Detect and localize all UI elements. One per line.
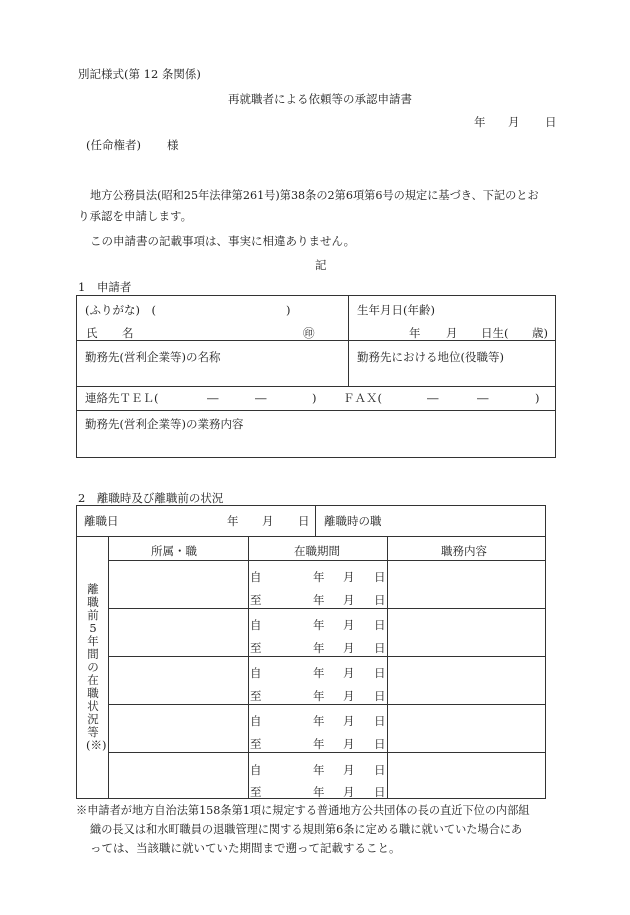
row-5-from: 自 xyxy=(250,763,262,777)
footnote-line-3: っては、当該職に就いていた期間まで遡って記載すること。 xyxy=(90,841,401,855)
row-1-to-month: 月 xyxy=(343,593,355,607)
row-divider-4 xyxy=(108,752,546,753)
row-2-to-month: 月 xyxy=(343,641,355,655)
footnote-line-1: ※申請者が地方自治法第158条第1項に規定する普通地方公共団体の長の直近下位の内部組 xyxy=(76,804,530,817)
period-col-left xyxy=(248,536,249,799)
retire-top-col-divider xyxy=(315,505,316,536)
seal-mark: ㊞ xyxy=(303,326,315,340)
row-5-to-month: 月 xyxy=(343,785,355,799)
row-5-to-day: 日 xyxy=(374,785,386,799)
retire-day: 日 xyxy=(298,514,310,528)
date-month: 月 xyxy=(508,115,520,129)
name-label-1: 氏 xyxy=(86,326,98,340)
furigana-label: (ふりがな) ( xyxy=(85,303,156,317)
row-1-to: 至 xyxy=(250,593,262,607)
header-row-divider xyxy=(108,560,546,561)
retire-row-divider xyxy=(76,536,546,537)
col-affiliation-header: 所属・職 xyxy=(151,544,197,558)
honorific: 様 xyxy=(167,138,179,152)
applicant-table xyxy=(76,295,556,458)
row-3-from-day: 日 xyxy=(374,666,386,680)
row-3-from: 自 xyxy=(250,666,262,680)
furigana-close: ) xyxy=(286,303,291,317)
section-1-heading: 1 申請者 xyxy=(78,280,132,294)
row-1-from-month: 月 xyxy=(343,570,355,584)
row-2-from-day: 日 xyxy=(374,618,386,632)
tel-label: 連絡先ＴＥＬ( xyxy=(85,391,159,405)
date-year: 年 xyxy=(474,115,486,129)
row-2-from-year: 年 xyxy=(313,618,325,632)
form-reference: 別記様式(第 12 条関係) xyxy=(78,67,201,81)
row-1-to-year: 年 xyxy=(313,593,325,607)
row-2-to-year: 年 xyxy=(313,641,325,655)
row-1-from-year: 年 xyxy=(313,570,325,584)
fax-dash-2: ― xyxy=(477,391,489,405)
ki-marker: 記 xyxy=(315,258,327,272)
retire-month: 月 xyxy=(262,514,274,528)
applicant-row-divider-2 xyxy=(76,386,556,387)
dob-age: 歳) xyxy=(532,326,548,340)
side-vertical-label: 離職前5年間の在職状況等(※) xyxy=(86,582,107,752)
side-col-divider xyxy=(108,536,109,799)
paragraph-2: この申請書の記載事項は、事実に相違ありません。 xyxy=(90,234,356,248)
row-5-from-year: 年 xyxy=(313,763,325,777)
paragraph-1-line-2: り承認を申請します。 xyxy=(78,209,193,223)
row-4-to: 至 xyxy=(250,737,262,751)
period-col-right xyxy=(387,536,388,799)
col-duties-header: 職務内容 xyxy=(441,544,487,558)
tel-dash-2: ― xyxy=(255,391,267,405)
row-3-to-year: 年 xyxy=(313,689,325,703)
row-3-to-day: 日 xyxy=(374,689,386,703)
row-5-from-day: 日 xyxy=(374,763,386,777)
dob-month: 月 xyxy=(446,326,458,340)
dob-day: 日生( xyxy=(481,326,509,340)
row-divider-2 xyxy=(108,656,546,657)
footnote-line-2: 織の長又は和水町職員の退職管理に関する規則第6条に定める職に就いていた場合にあ xyxy=(90,823,523,836)
dob-year: 年 xyxy=(409,326,421,340)
row-5-to: 至 xyxy=(250,785,262,799)
business-label: 勤務先(営利企業等)の業務内容 xyxy=(85,417,244,431)
row-2-to: 至 xyxy=(250,641,262,655)
addressee: (任命権者) xyxy=(86,138,141,152)
row-1-from-day: 日 xyxy=(374,570,386,584)
position-label: 勤務先における地位(役職等) xyxy=(357,350,504,364)
row-divider-1 xyxy=(108,608,546,609)
row-3-to-month: 月 xyxy=(343,689,355,703)
dob-label: 生年月日(年齢) xyxy=(357,303,435,317)
fax-dash-1: ― xyxy=(427,391,439,405)
row-1-to-day: 日 xyxy=(374,593,386,607)
row-4-from: 自 xyxy=(250,714,262,728)
row-divider-3 xyxy=(108,704,546,705)
employer-label: 勤務先(営利企業等)の名称 xyxy=(85,350,221,364)
fax-close: ) xyxy=(535,391,540,405)
row-4-to-month: 月 xyxy=(343,737,355,751)
document-title: 再就職者による依頼等の承認申請書 xyxy=(228,92,412,106)
retire-date-label: 離職日 xyxy=(84,514,119,528)
row-4-from-day: 日 xyxy=(374,714,386,728)
tel-dash-1: ― xyxy=(207,391,219,405)
row-2-from: 自 xyxy=(250,618,262,632)
name-label-2: 名 xyxy=(122,326,134,340)
col-period-header: 在職期間 xyxy=(294,544,340,558)
row-4-from-month: 月 xyxy=(343,714,355,728)
applicant-row-divider-1 xyxy=(76,340,556,341)
row-3-from-year: 年 xyxy=(313,666,325,680)
fax-label: ＦＡＸ( xyxy=(343,391,382,405)
row-3-to: 至 xyxy=(250,689,262,703)
row-4-to-day: 日 xyxy=(374,737,386,751)
row-4-from-year: 年 xyxy=(313,714,325,728)
date-day: 日 xyxy=(545,115,557,129)
row-2-to-day: 日 xyxy=(374,641,386,655)
row-1-from: 自 xyxy=(250,570,262,584)
paragraph-1-line-1: 地方公務員法(昭和25年法律第261号)第38条の2第6項第6号の規定に基づき、下記のとお xyxy=(90,189,539,202)
row-3-from-month: 月 xyxy=(343,666,355,680)
row-5-to-year: 年 xyxy=(313,785,325,799)
retire-post-label: 離職時の職 xyxy=(324,514,382,528)
tel-close: ) xyxy=(312,391,317,405)
row-5-from-month: 月 xyxy=(343,763,355,777)
retire-year: 年 xyxy=(227,514,239,528)
section-2-heading: 2 離職時及び離職前の状況 xyxy=(78,491,224,505)
applicant-row-divider-3 xyxy=(76,410,556,411)
applicant-col-divider xyxy=(348,295,349,386)
row-2-from-month: 月 xyxy=(343,618,355,632)
row-4-to-year: 年 xyxy=(313,737,325,751)
